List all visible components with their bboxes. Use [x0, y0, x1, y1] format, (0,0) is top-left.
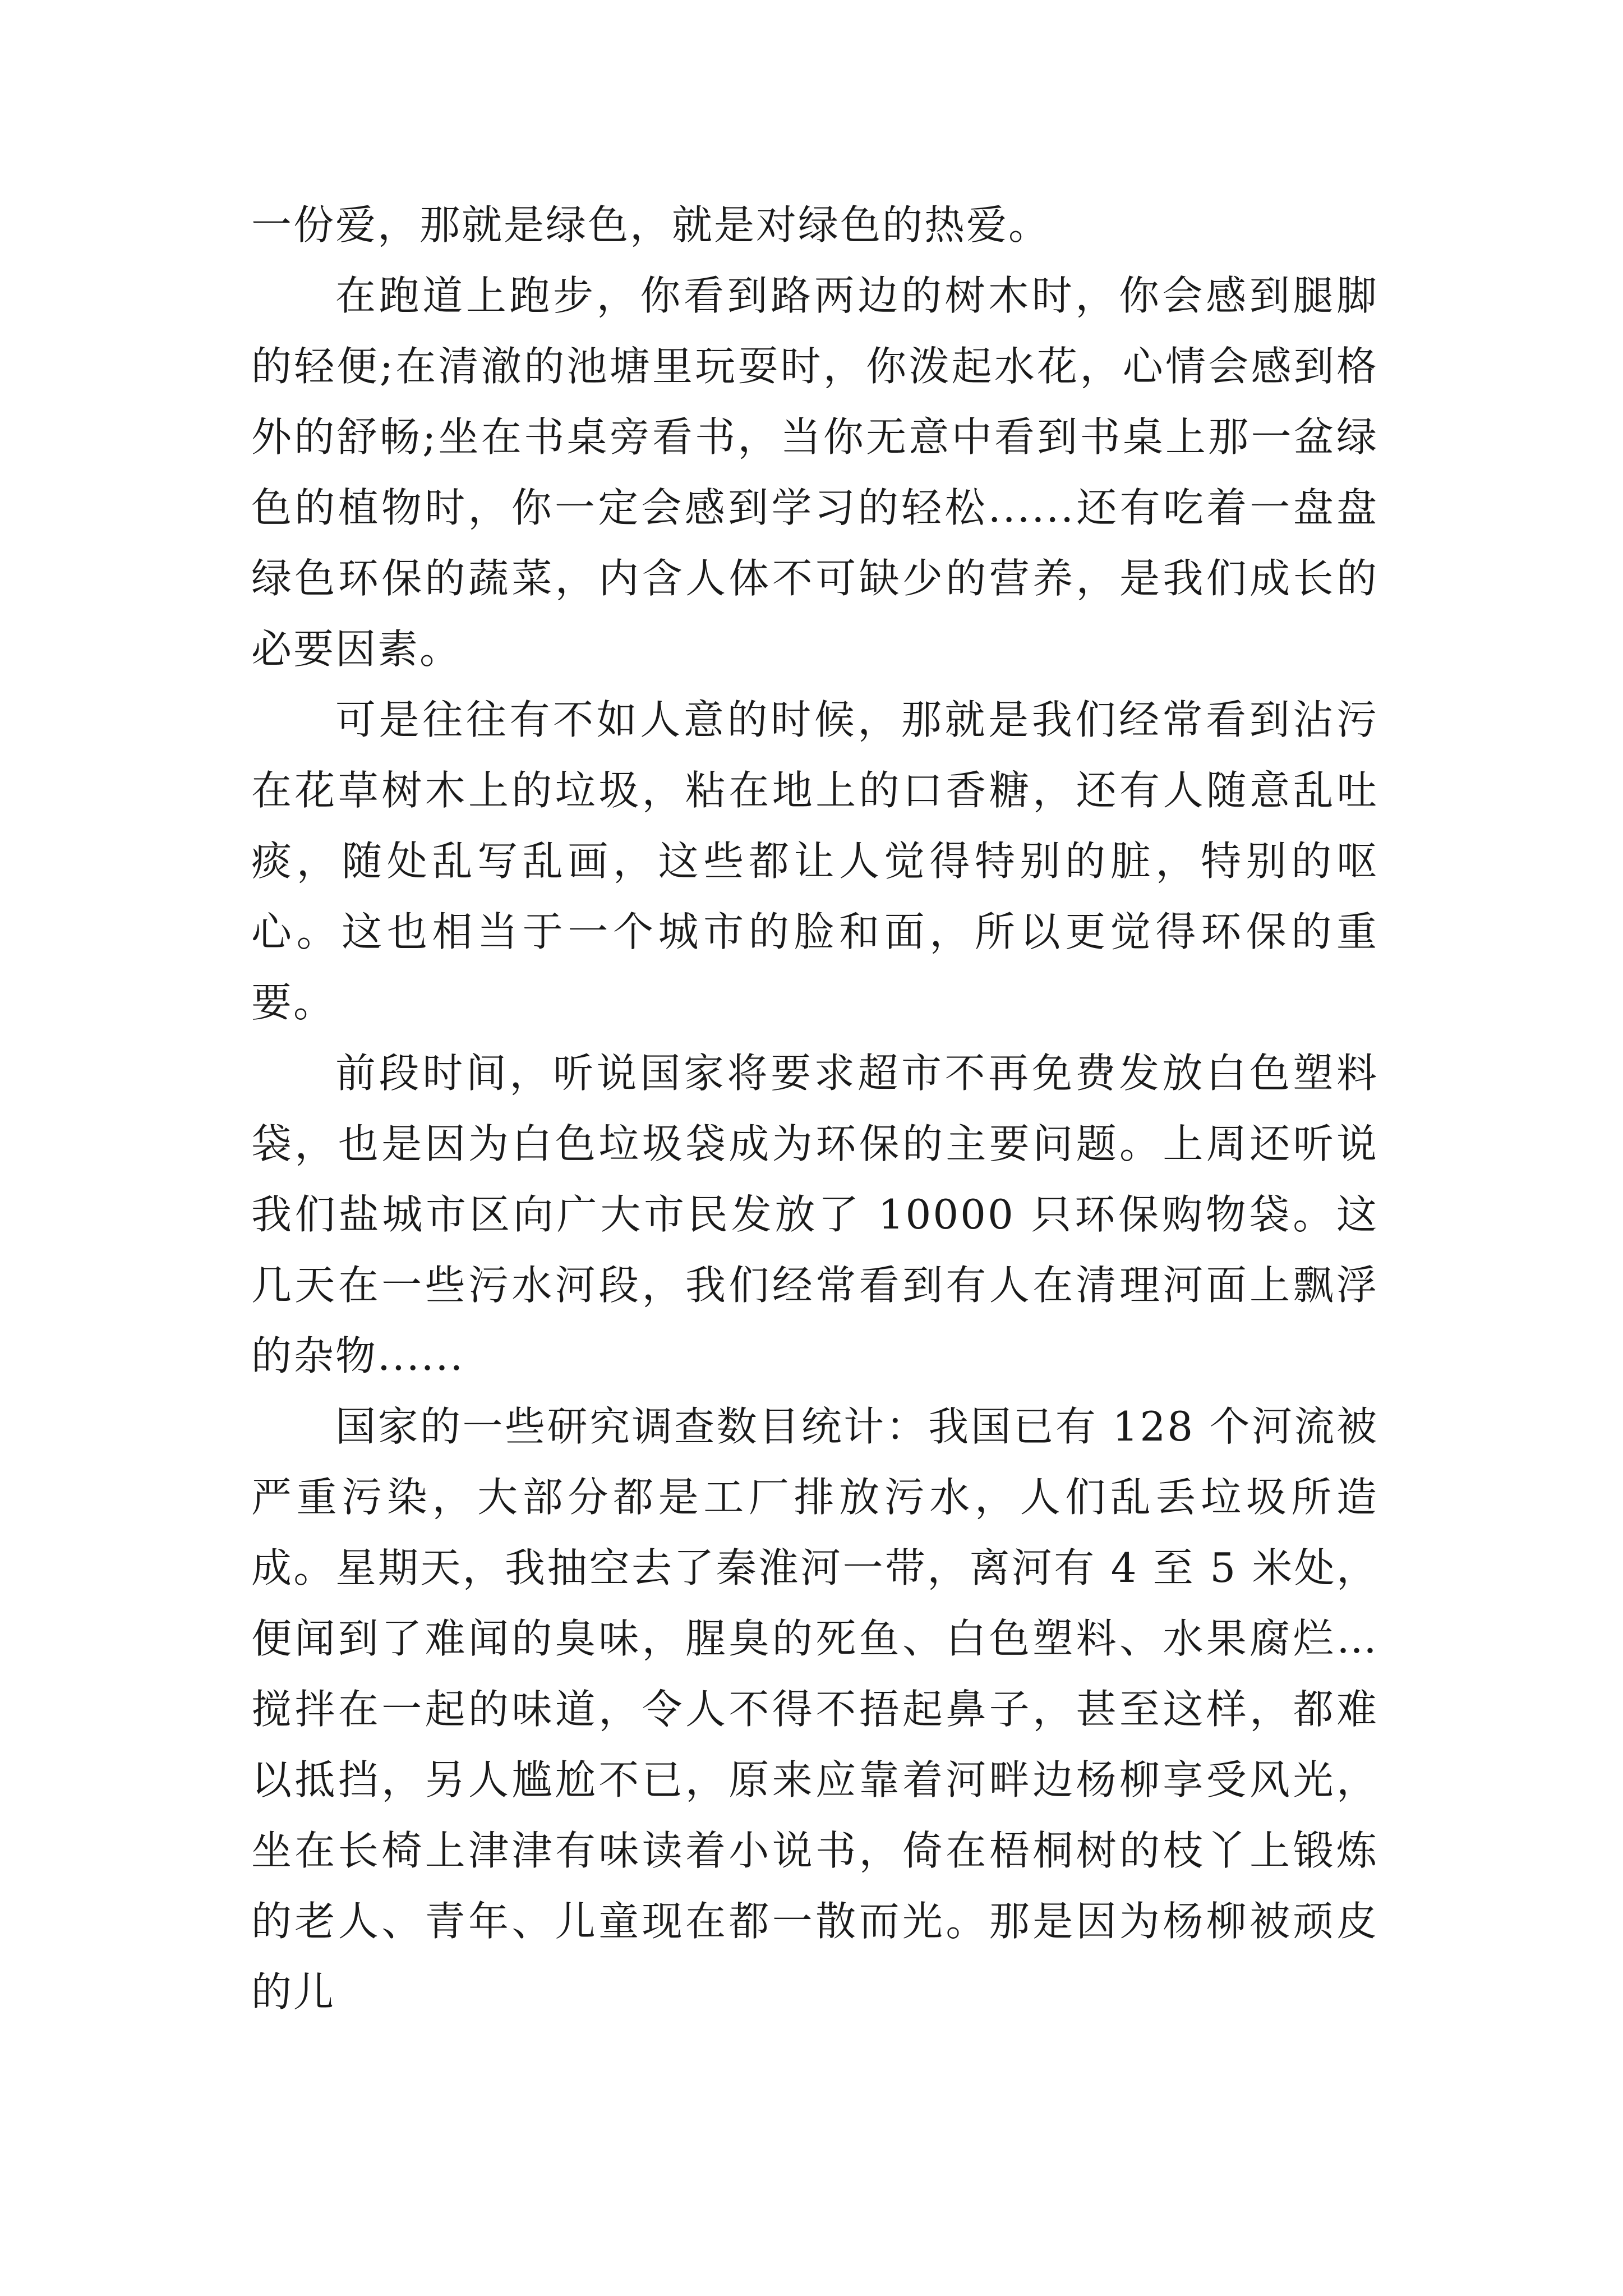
paragraph-1: 一份爱，那就是绿色，就是对绿色的热爱。 [251, 201, 1051, 249]
document-body [251, 190, 1378, 2027]
paragraph-4: 前段时间，听说国家将要求超市不再免费发放白色塑料袋，也是因为白色垃圾袋成为环保的主要问题。上周还听说我们盐城市区向广大市民发放了 10000 只环保购物袋。这几天在一些污水河段，我们经常看到有人在清理河面上飘浮的杂物...... [251, 1050, 1378, 1379]
paragraph-3: 可是往往有不如人意的时候，那就是我们经常看到沾污在花草树木上的垃圾，粘在地上的口香糖，还有人随意乱吐痰，随处乱写乱画，这些都让人觉得特别的脏，特别的呕心。这也相当于一个城市的脸和面，所以更觉得环保的重要。 [251, 696, 1378, 1026]
paragraph-2: 在跑道上跑步，你看到路两边的树木时，你会感到腿脚的轻便;在清澈的池塘里玩耍时，你泼起水花，心情会感到格外的舒畅;坐在书桌旁看书，当你无意中看到书桌上那一盆绿色的植物时，你一定会感到学习的轻松......还有吃着一盘盘绿色环保的蔬菜，内含人体不可缺少的营养，是我们成长的必要因素。 [251, 272, 1378, 673]
paragraph-5: 国家的一些研究调查数目统计：我国已有 128 个河流被严重污染，大部分都是工厂排放污水，人们乱丢垃圾所造成。星期天，我抽空去了秦淮河一带，离河有 4 至 5 米处，便闻到了难闻的臭味，腥臭的死鱼、白色塑料、水果腐烂…搅拌在一起的味道，令人不得不捂起鼻子，甚至这样，都难以抵挡，另人尴尬不已，原来应靠着河畔边杨柳享受风光，坐在长椅上津津有味读着小说书，倚在梧桐树的枝丫上锻炼的老人、青年、儿童现在都一散而光。那是因为杨柳被顽皮的儿 [251, 1403, 1378, 2016]
